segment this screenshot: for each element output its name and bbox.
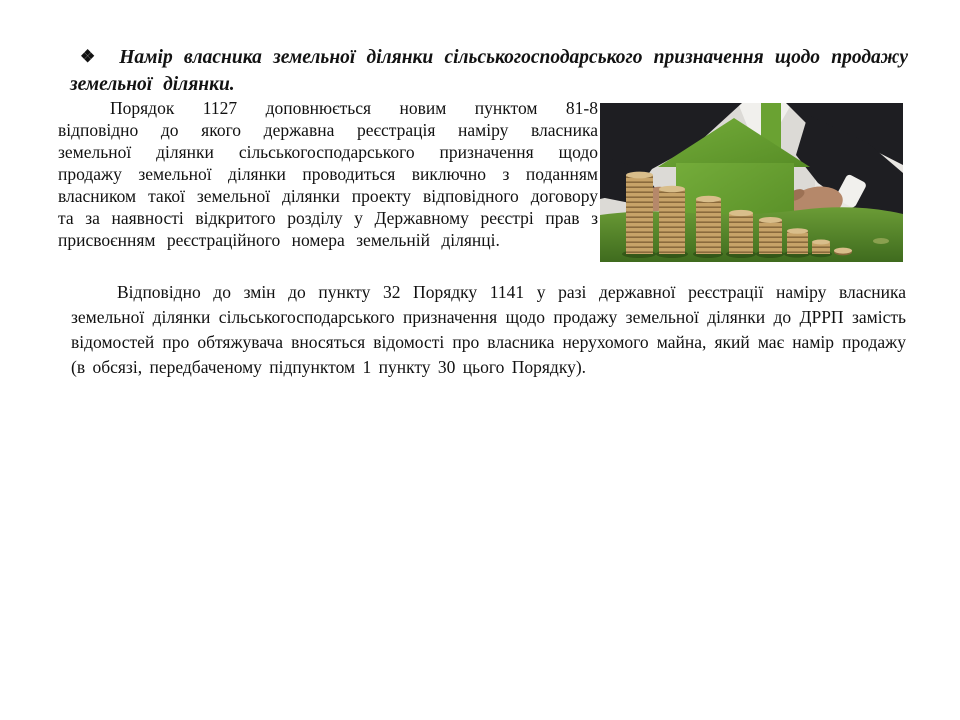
coin-stack <box>626 175 653 254</box>
coin-stack-top <box>729 210 753 216</box>
coin-stack <box>729 213 753 254</box>
fallen-coin-top <box>834 248 852 254</box>
property-coins-illustration <box>600 103 903 262</box>
coin-stack-top <box>659 186 685 193</box>
distant-coin <box>873 238 889 244</box>
slide-title <box>70 44 908 98</box>
paragraph-porjadok-1127: Порядок 1127 доповнюється новим пунктом 81-8 відповідно до якого державна реєстрація наміру власника земельної ділянки сільськогосподарського призначення щодо продажу земельної ділянки проводиться виключно з поданням власником такої земельної ділянки проекту відповідного договору та за наявності відкритого розділу у Державному реєстрі прав з присвоєнням реєстраційного номера земельній ділянці. <box>58 98 598 250</box>
coin-stack-top <box>787 228 808 234</box>
coin-stack-top <box>812 240 830 245</box>
coin-stack-top <box>626 172 653 179</box>
coin-stack <box>696 199 721 254</box>
paragraph-porjadok-1141: Відповідно до змін до пункту 32 Порядку 1141 у разі державної реєстрації наміру власника земельної ділянки сільськогосподарського призначення щодо продажу земельної ділянки до ДРРП замість відомостей про обтяжувача вносяться відомості про власника нерухомого майна, який має намір продажу (в обсязі, передбаченому підпунктом 1 пункту 30 цього Порядку). <box>71 282 906 377</box>
coin-stack-top <box>759 217 782 223</box>
coin-stack-top <box>696 196 721 202</box>
diamond-bullet-icon: ❖ <box>80 47 96 66</box>
coin-stack <box>787 231 808 254</box>
coin-stack <box>759 220 782 254</box>
slide-title-text: Намір власника земельної ділянки сільськогосподарського призначення щодо продажу земельної ділянки. <box>70 47 908 95</box>
property-coins-photo <box>600 103 903 262</box>
coin-stack <box>659 189 685 254</box>
